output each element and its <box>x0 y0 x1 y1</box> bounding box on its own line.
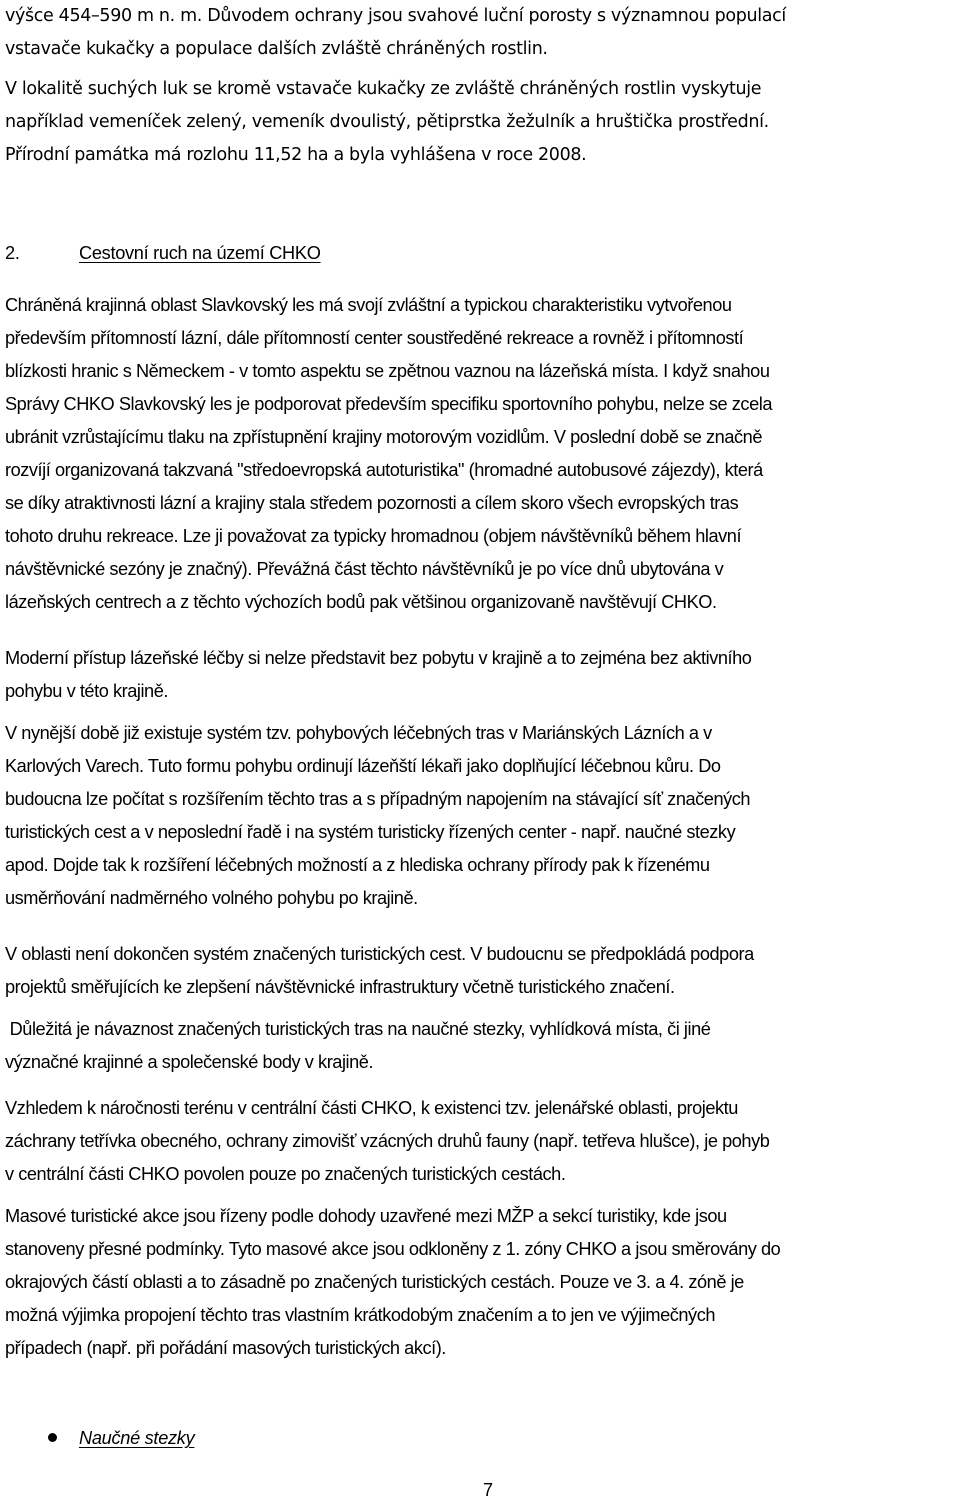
text-line: se díky atraktivnosti lázní a krajiny stala středem pozornosti a cílem skoro všech evropských tras <box>5 493 739 513</box>
text-line: Moderní přístup lázeňské léčby si nelze představit bez pobytu v krajině a to zejména bez aktivního <box>5 648 752 668</box>
text-line: pohybu v této krajině. <box>5 681 168 701</box>
text-line: například vemeníček zelený, vemeník dvoulistý, pětiprstka žežulník a hruštička prostřední. <box>5 112 769 132</box>
intro-paragraph <box>5 0 957 172</box>
text-line: případech (např. při pořádání masových turistických akcí). <box>5 1338 446 1358</box>
bullet-item <box>48 1422 194 1455</box>
paragraph-mass-events <box>5 1200 957 1365</box>
text-line: Správy CHKO Slavkovský les je podporovat především specifiku sportovního pohybu, nelze se zcela <box>5 394 772 414</box>
paragraph-modern-spa <box>5 642 957 708</box>
section-heading <box>5 237 321 270</box>
text-line: význačné krajinné a společenské body v krajině. <box>5 1052 374 1072</box>
text-line: výšce 454–590 m n. m. Důvodem ochrany jsou svahové luční porosty s významnou populací <box>5 6 786 26</box>
text-line: především přítomností lázní, dále přítomností center soustředěné rekreace a rovněž i přítomností <box>5 328 744 348</box>
text-line: apod. Dojde tak k rozšíření léčebných možností a z hlediska ochrany přírody pak k řízenému <box>5 855 710 875</box>
text-line: V nynější době již existuje systém tzv. pohybových léčebných tras v Mariánských Lázních a v <box>5 723 712 743</box>
text-line: vstavače kukačky a populace dalších zvláště chráněných rostlin. <box>5 39 548 59</box>
text-line: Karlových Varech. Tuto formu pohybu ordinují lázeňští lékaři jako doplňující léčebnou kůru. Do <box>5 756 721 776</box>
paragraph-central-area <box>5 1092 957 1191</box>
text-line: v centrální části CHKO povolen pouze po značených turistických cestách. <box>5 1164 566 1184</box>
text-line: usměrňování nadměrného volného pohybu po krajině. <box>5 888 418 908</box>
text-line: budoucna lze počítat s rozšířením těchto tras a s případným napojením na stávající síť značených <box>5 789 751 809</box>
page-number: 7 <box>482 1480 493 1500</box>
text-line: okrajových částí oblasti a to zásadně po značených turistických cestách. Pouze ve 3. a 4. zóně je <box>5 1272 744 1292</box>
text-line: stanoveny přesné podmínky. Tyto masové akce jsou odkloněny z 1. zóny CHKO a jsou směrovány do <box>5 1239 781 1259</box>
text-line: V lokalitě suchých luk se kromě vstavače kukačky ze zvláště chráněných rostlin vyskytuje <box>5 79 762 99</box>
text-line: záchrany tetřívka obecného, ochrany zimovišť vzácných druhů fauny (např. tetřeva hlušce), je pohyb <box>5 1131 770 1151</box>
section-number: 2. <box>5 243 20 263</box>
text-line: možná výjimka propojení těchto tras vlastním krátkodobým značením a to jen ve výjimečných <box>5 1305 715 1325</box>
text-line: tohoto druhu rekreace. Lze ji považovat za typicky hromadnou (objem návštěvníků během hlavní <box>5 526 742 546</box>
section-title: Cestovní ruch na území CHKO <box>79 243 321 263</box>
text-line: ubránit vzrůstajícímu tlaku na zpřístupnění krajiny motorovým vozidlům. V poslední době se značně <box>5 427 762 447</box>
paragraph-trail-connections <box>5 1013 957 1079</box>
text-line: rozvíjí organizovaná takzvaná "středoevropská autoturistika" (hromadné autobusové zájezdy), která <box>5 460 763 480</box>
text-line: návštěvnické sezóny je značný). Převážná část těchto návštěvníků je po více dnů ubytována v <box>5 559 724 579</box>
text-line: Masové turistické akce jsou řízeny podle dohody uzavřené mezi MŽP a sekcí turistiky, kde jsou <box>5 1206 727 1226</box>
educational-trails-link[interactable]: Naučné stezky <box>79 1428 195 1448</box>
paragraph-spa-tourism <box>5 289 957 619</box>
text-line: turistických cest a v neposlední řadě i na systém turisticky řízených center - např. naučné stezky <box>5 822 736 842</box>
text-line: projektů směřujících ke zlepšení návštěvnické infrastruktury včetně turistického značení. <box>5 977 675 997</box>
text-line: Důležitá je návaznost značených turistických tras na naučné stezky, vyhlídková místa, či jiné <box>5 1019 711 1039</box>
text-line: V oblasti není dokončen systém značených turistických cest. V budoucnu se předpokládá podpora <box>5 944 754 964</box>
text-line: Chráněná krajinná oblast Slavkovský les má svojí zvláštní a typickou charakteristiku vytvořenou <box>5 295 732 315</box>
text-line: lázeňských centrech a z těchto výchozích bodů pak většinou organizovaně navštěvují CHKO. <box>5 592 717 612</box>
paragraph-trail-marking <box>5 938 957 1004</box>
text-line: Vzhledem k náročnosti terénu v centrální části CHKO, k existenci tzv. jelenářské oblasti, projektu <box>5 1098 738 1118</box>
bullet-icon <box>48 1433 57 1442</box>
paragraph-therapy-routes <box>5 717 957 915</box>
text-line: Přírodní památka má rozlohu 11,52 ha a byla vyhlášena v roce 2008. <box>5 145 587 165</box>
text-line: blízkosti hranic s Německem - v tomto aspektu se zpětnou vaznou na lázeňská místa. I když snahou <box>5 361 770 381</box>
